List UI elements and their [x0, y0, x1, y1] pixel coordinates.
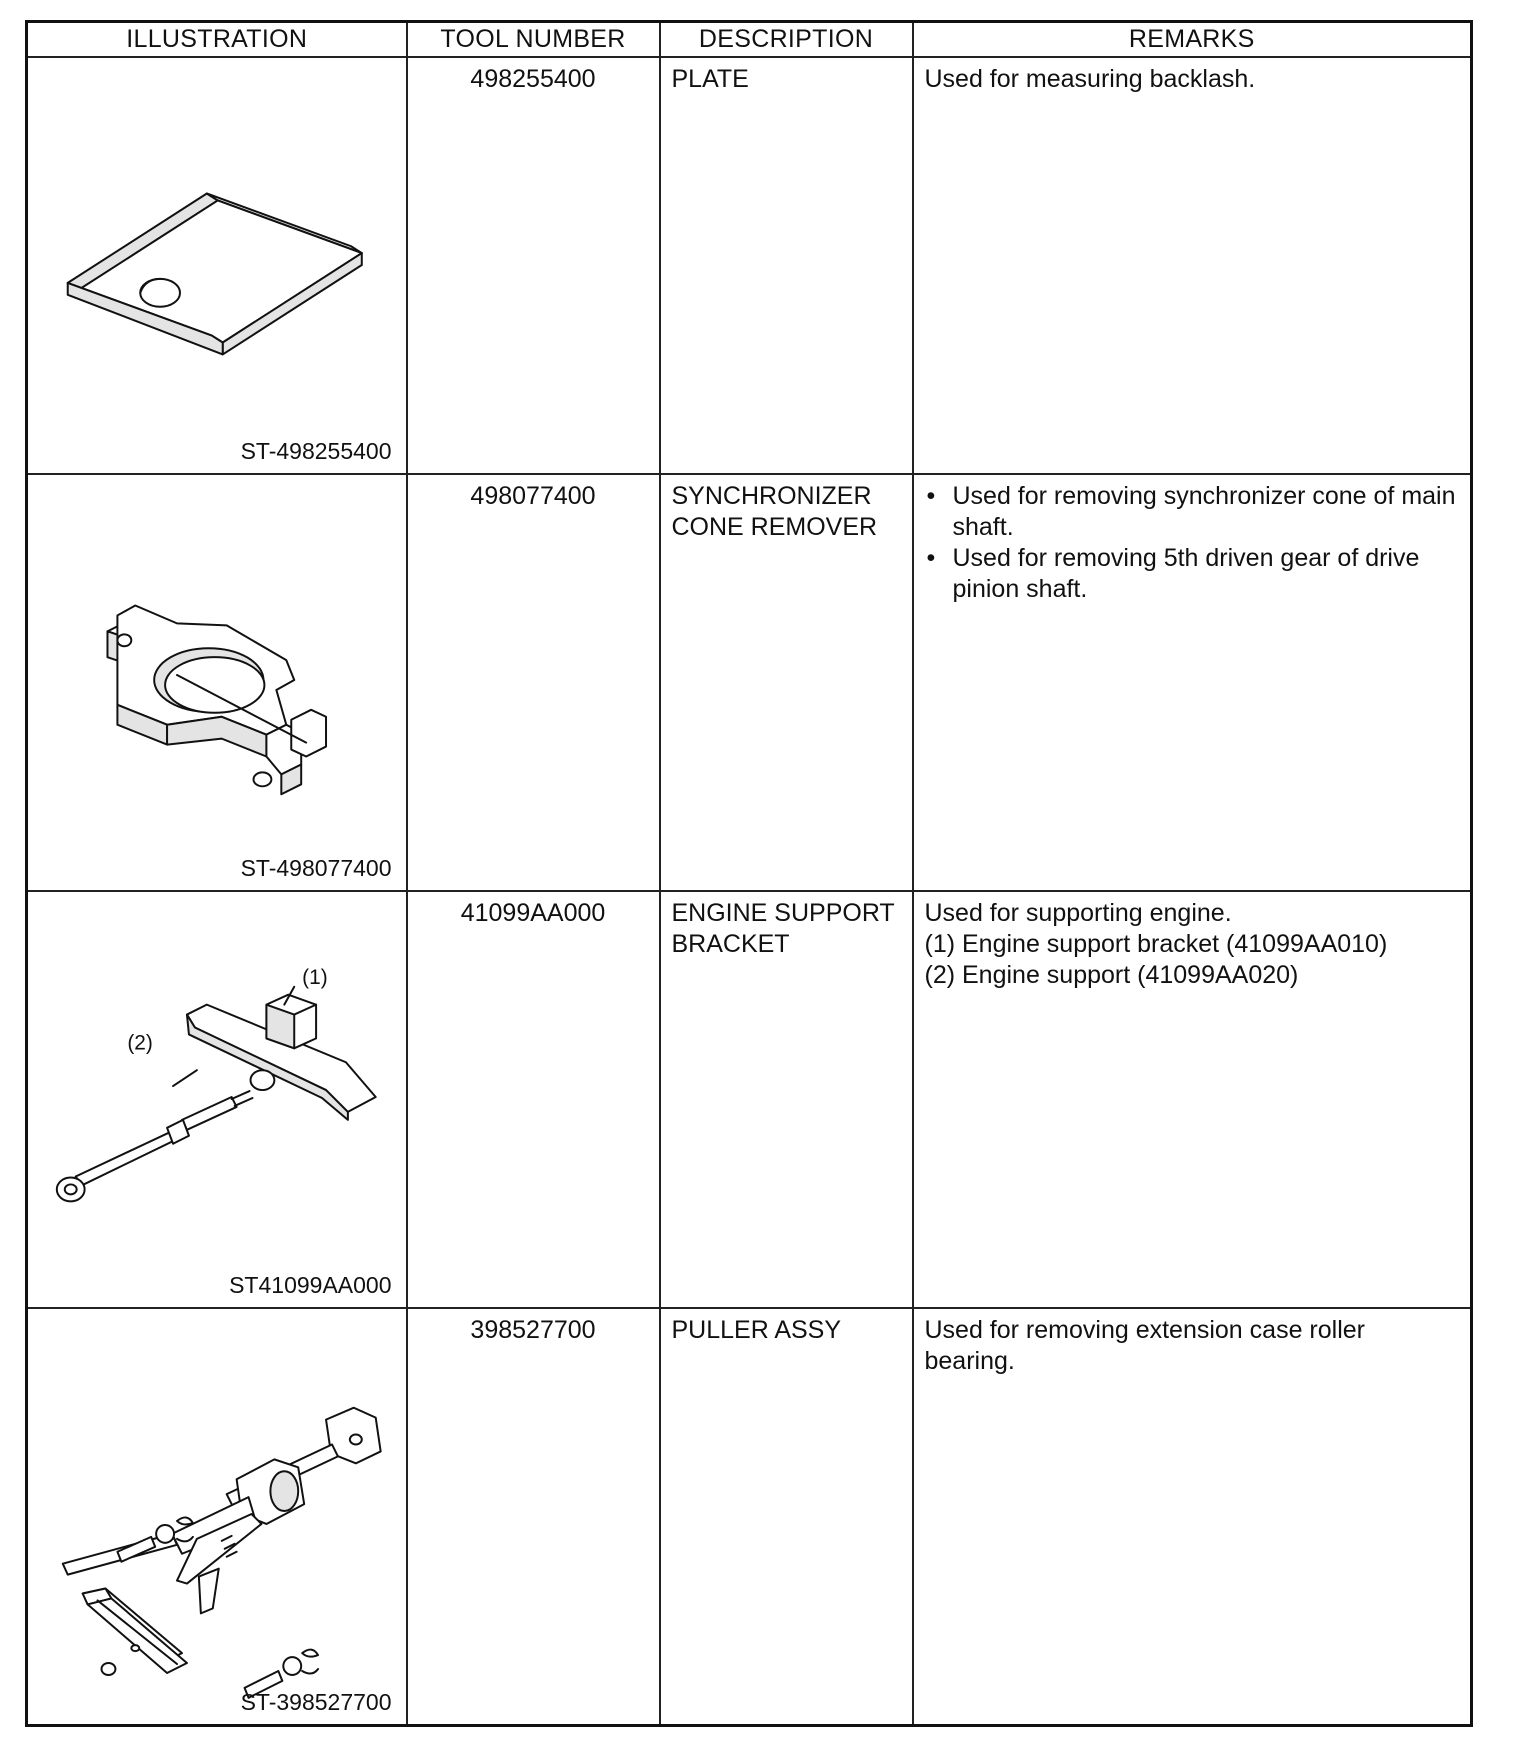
description-line: SYNCHRONIZER [671, 482, 872, 510]
table-row [27, 891, 1472, 1308]
description-line: ENGINE SUPPORT [671, 899, 895, 927]
remark-line: (1) Engine support bracket (41099AA010) [924, 930, 1388, 958]
plate-icon [28, 58, 406, 473]
callout-label: (2) [127, 1031, 153, 1055]
remarks-cell [913, 1308, 1472, 1726]
description-line: PULLER ASSY [671, 1316, 842, 1344]
description-line: PLATE [671, 65, 749, 93]
description-line: BRACKET [671, 930, 790, 958]
description-cell [660, 891, 913, 1308]
remark-line: Used for measuring backlash. [924, 65, 1256, 93]
description-cell [660, 1308, 913, 1726]
tool-number-cell: 398527700 [407, 1308, 660, 1726]
remark-bullet: • Used for removing 5th driven gear of drive pinion shaft. [925, 543, 1461, 605]
header-tool-number: TOOL NUMBER [407, 22, 660, 58]
header-remarks: REMARKS [913, 22, 1472, 58]
remarks-cell [913, 474, 1472, 891]
illustration-cell [27, 1308, 407, 1726]
remark-line: Used for removing extension case roller bearing. [924, 1316, 1365, 1375]
header-illustration: ILLUSTRATION [27, 22, 407, 58]
illustration-caption: ST41099AA000 [229, 1272, 392, 1298]
remark-bullet: • Used for removing synchronizer cone of main shaft. [925, 481, 1461, 543]
tool-number-cell: 498077400 [407, 474, 660, 891]
table-row [27, 1308, 1472, 1726]
header-description: DESCRIPTION [660, 22, 913, 58]
remarks-cell [913, 891, 1472, 1308]
callout-label: (1) [302, 965, 328, 989]
illustration-cell [27, 891, 407, 1308]
puller-icon [28, 1309, 406, 1724]
illustration-cell [27, 57, 407, 474]
illustration-caption: ST-498077400 [240, 855, 392, 881]
tool-number-cell: 41099AA000 [407, 891, 660, 1308]
illustration-caption: ST-498255400 [240, 438, 392, 464]
header-row [27, 22, 1472, 58]
special-tools-table [25, 20, 1473, 1727]
cone-remover-icon [28, 475, 406, 890]
illustration-caption: ST-398527700 [240, 1689, 392, 1715]
tool-number-cell: 498255400 [407, 57, 660, 474]
remark-line: (2) Engine support (41099AA020) [924, 961, 1299, 989]
table-row [27, 474, 1472, 891]
remarks-cell [913, 57, 1472, 474]
table-row [27, 57, 1472, 474]
description-line: CONE REMOVER [671, 513, 878, 541]
remark-line: Used for supporting engine. [924, 899, 1232, 927]
illustration-cell [27, 474, 407, 891]
engine-support-icon [28, 892, 406, 1307]
description-cell [660, 474, 913, 891]
description-cell [660, 57, 913, 474]
